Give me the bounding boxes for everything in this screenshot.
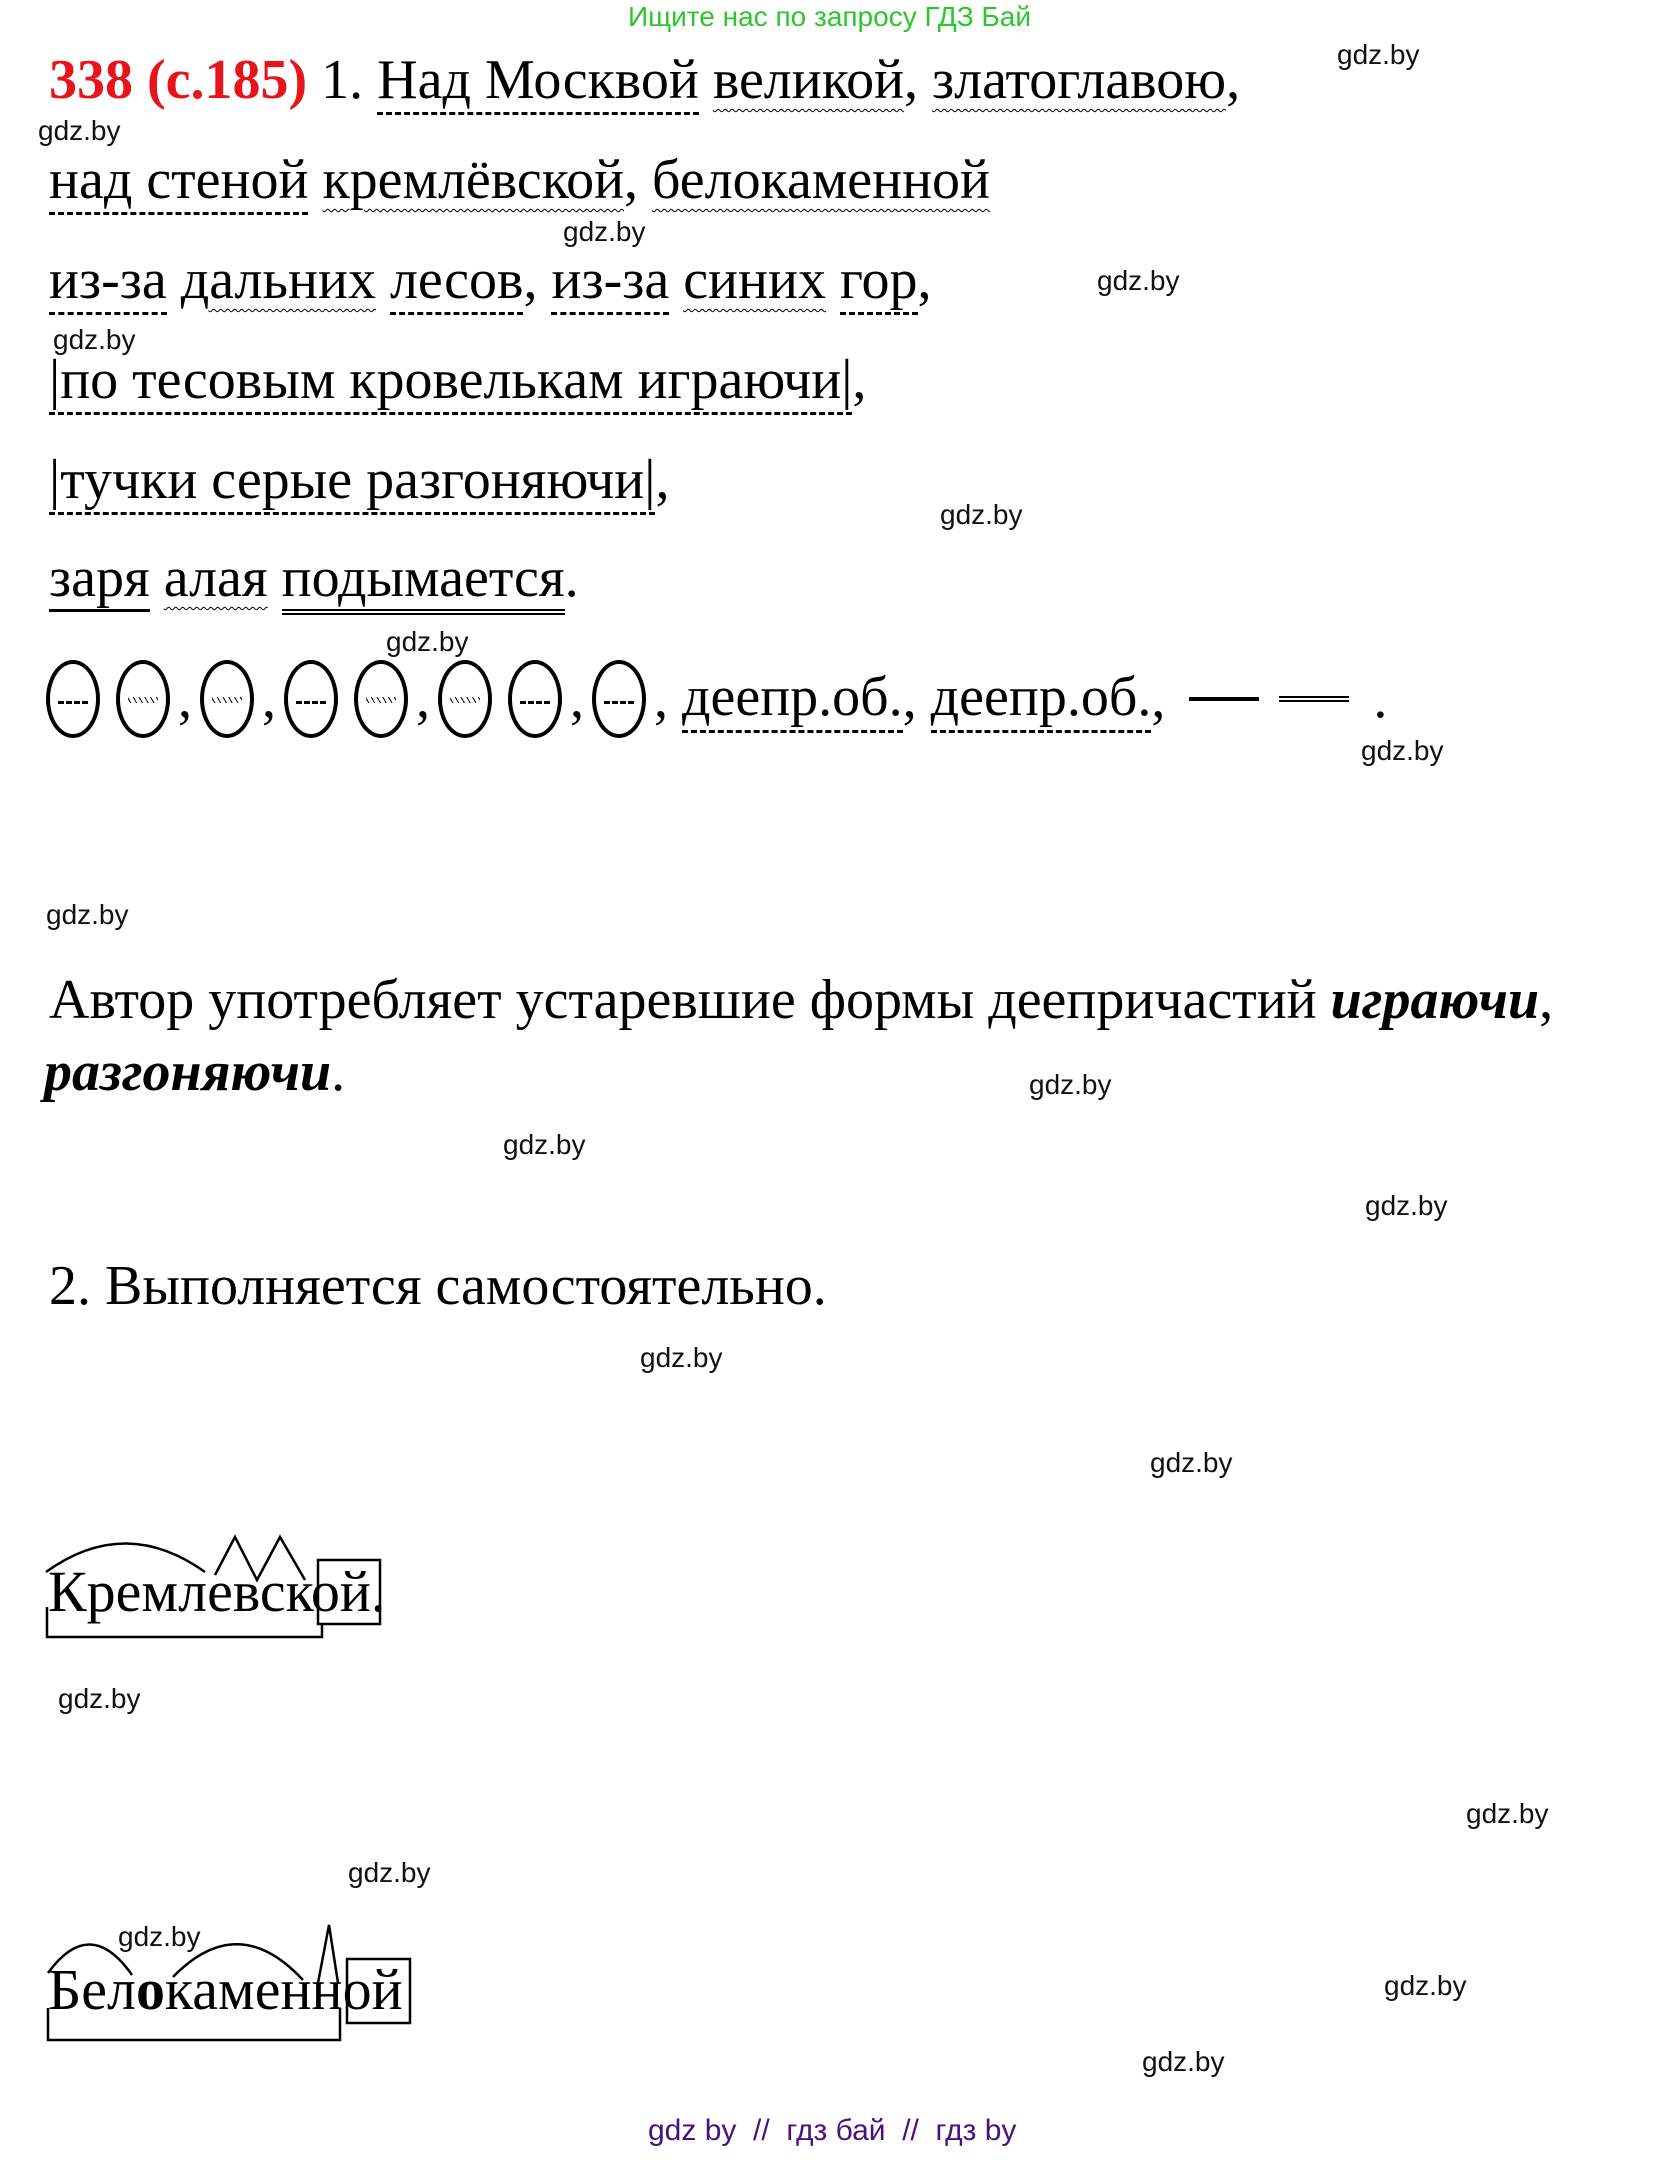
item-2: 2. Выполняется самостоятельно.	[49, 1255, 827, 1317]
author-note-word-2: разгоняючи	[44, 1041, 332, 1103]
punct: ,	[655, 449, 670, 511]
member-wave: кремлёвской	[322, 149, 625, 211]
scheme-punct: .	[1359, 668, 1388, 730]
ending-box	[318, 1560, 380, 1624]
watermark: gdz.by	[386, 626, 469, 657]
member-dash: из-за	[49, 249, 167, 315]
member-single: заря	[49, 547, 150, 612]
author-note-word-1: играючи	[1330, 969, 1540, 1031]
scheme-punct: ,	[654, 668, 682, 730]
member-dash: из-за	[551, 249, 669, 315]
root-arc	[46, 1544, 205, 1573]
member-wave: белокаменной	[652, 149, 991, 211]
morpheme-word-1-ending: ой	[310, 1559, 371, 1624]
scheme-punct: ,	[902, 668, 931, 730]
item-number: 1.	[321, 49, 378, 111]
watermark: gdz.by	[38, 115, 121, 146]
watermark: gdz.by	[46, 899, 129, 930]
punct: ,	[523, 249, 552, 311]
stem-bracket	[47, 1607, 322, 1637]
scheme-punct: ,	[570, 668, 584, 730]
member-wave: алая	[163, 547, 268, 609]
watermark: gdz.by	[1150, 1447, 1233, 1478]
watermark: gdz.by	[1466, 1798, 1549, 1829]
punct: ,	[904, 49, 933, 111]
watermark: gdz.by	[1029, 1069, 1112, 1100]
member-dash: над стеной	[49, 149, 308, 215]
morpheme-word-2-connector: о	[136, 1957, 165, 2022]
watermark: gdz.by	[1142, 2046, 1225, 2077]
watermark: gdz.by	[1361, 735, 1444, 766]
watermark: gdz.by	[1097, 265, 1180, 296]
watermark: gdz.by	[563, 216, 646, 247]
task-number: 338 (с.185)	[49, 49, 308, 111]
scheme-participial-phrase: деепр.об.	[682, 665, 903, 733]
author-note-period: .	[331, 1041, 346, 1103]
watermark: gdz.by	[348, 1857, 431, 1888]
punct: ,	[1226, 49, 1241, 111]
footer-links[interactable]: gdz by // гдз бай // гдз by	[648, 2114, 1017, 2147]
member-wave: дальних	[180, 249, 376, 311]
morpheme-word-1-period: .	[370, 1559, 386, 1624]
watermark: gdz.by	[940, 499, 1023, 530]
watermark: gdz.by	[58, 1683, 141, 1714]
scheme-participial-phrase: деепр.об.	[931, 665, 1152, 733]
stem-bracket-2	[48, 2008, 340, 2040]
scheme-punct: ,	[1151, 668, 1180, 730]
morpheme-word-2-root-1: Бел	[48, 1957, 136, 2022]
member-wave: синих	[683, 249, 826, 311]
member-dash: |тучки серые разгоняючи|	[49, 449, 655, 515]
punct: ,	[917, 249, 932, 311]
member-wave: златоглавою	[932, 49, 1227, 111]
suffix-marks	[215, 1537, 305, 1580]
punct: ,	[624, 149, 653, 211]
suffix-mark	[318, 1925, 338, 1983]
member-dash: |по тесовым кровелькам играючи|	[49, 349, 852, 415]
author-note-text: Автор употребляет устаревшие формы деепричастий	[49, 969, 1331, 1031]
scheme-punct: ,	[178, 668, 192, 730]
watermark: gdz.by	[118, 1921, 201, 1952]
watermark: gdz.by	[640, 1342, 723, 1373]
watermark: gdz.by	[53, 324, 136, 355]
watermark: gdz.by	[503, 1129, 586, 1160]
morpheme-word-1-stem: Кремлевск	[48, 1559, 311, 1624]
member-dash: гор	[840, 249, 918, 315]
scheme-punct: ,	[262, 668, 276, 730]
watermark: gdz.by	[1337, 39, 1420, 70]
author-note-comma: ,	[1539, 969, 1554, 1031]
scheme-punct: ,	[416, 668, 430, 730]
member-dash: Над Москвой	[377, 49, 699, 115]
member-dbl: подымается	[282, 547, 565, 615]
morpheme-word-2-ending: ой	[342, 1957, 403, 2022]
ending-box-2	[347, 1959, 410, 2023]
watermark: gdz.by	[1384, 1970, 1467, 2001]
morpheme-word-2-root-2: каменн	[165, 1957, 343, 2022]
punct: .	[564, 547, 579, 609]
punct: ,	[852, 349, 867, 411]
member-wave: великой	[712, 49, 905, 111]
watermark: gdz.by	[1365, 1190, 1448, 1221]
member-dash: лесов	[390, 249, 524, 315]
search-banner: Ищите нас по запросу ГДЗ Бай	[627, 1, 1032, 32]
